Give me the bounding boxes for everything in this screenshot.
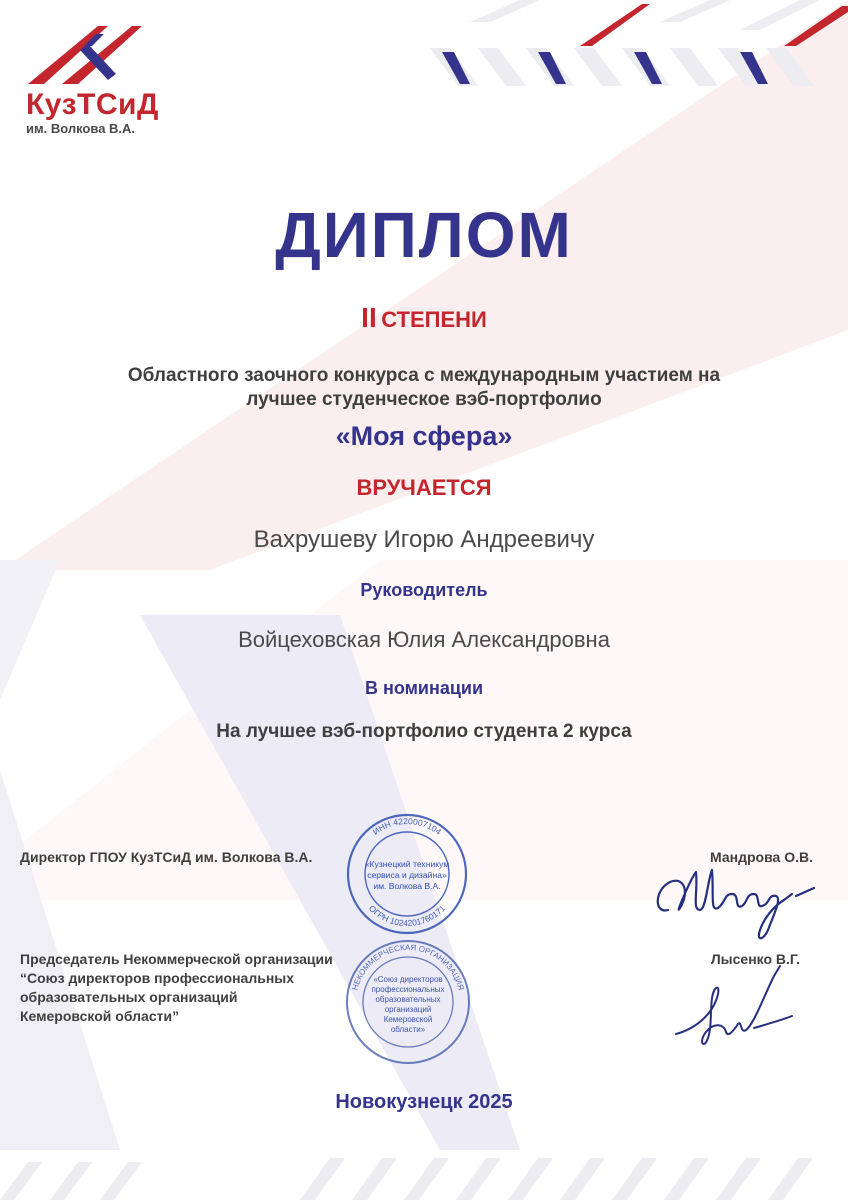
leader-name: Войцеховская Юлия Александровна <box>238 627 610 652</box>
leader-label: Руководитель <box>360 580 488 600</box>
chair-line-4: Кемеровской области” <box>20 1008 180 1024</box>
logo-mark <box>28 26 142 84</box>
degree-word: СТЕПЕНИ <box>381 307 487 332</box>
city-year: Новокузнецк 2025 <box>335 1091 513 1113</box>
contest-line-1: Областного заочного конкурса с международным участием на <box>127 365 721 386</box>
nomination-value: На лучшее вэб-портфолио студента 2 курса <box>216 721 632 742</box>
stamp1-ogrn: ОГРН 1024201760171 <box>366 903 448 929</box>
stamp2-inner-line-2: профессиональных <box>371 985 445 994</box>
logo-subtitle: им. Волкова В.А. <box>26 121 136 136</box>
chair-signature <box>668 958 798 1058</box>
stamp2-ring-text: НЕКОММЕРЧЕСКАЯ ОРГАНИЗАЦИЯ <box>350 942 466 992</box>
stamp2-inner-line-5: Кемеровской <box>383 1015 433 1024</box>
bottom-chevron-row <box>0 1158 813 1200</box>
contest-description <box>0 364 848 412</box>
institution-stamp <box>345 812 469 936</box>
svg-text:ИНН 4220007104 <box>371 816 444 837</box>
stamp1-inner-line-2: сервиса и дизайна» <box>367 870 447 880</box>
awarded-label: ВРУЧАЕТСЯ <box>356 475 492 500</box>
contest-line-2: лучшее студенческое вэб-портфолио <box>246 389 602 410</box>
contest-name: «Моя сфера» <box>335 421 513 451</box>
chair-line-3: образовательных организаций <box>20 989 238 1005</box>
director-name: Мандрова О.В. <box>710 849 813 865</box>
degree-line <box>0 302 848 334</box>
union-stamp <box>344 938 472 1066</box>
stamp2-inner-line-3: образовательных <box>375 995 441 1004</box>
stamp2-inner-line-6: области» <box>390 1025 426 1034</box>
director-signature <box>650 858 825 948</box>
stamp2-inner-line-4: организаций <box>384 1005 432 1014</box>
chair-line-2: “Союз директоров профессиональных <box>20 970 295 986</box>
stamp1-inn: ИНН 4220007104 <box>370 815 444 837</box>
logo-name: КузТСиД <box>26 88 159 121</box>
chair-name: Лысенко В.Г. <box>710 951 800 967</box>
director-title: Директор ГПОУ КузТСиД им. Волкова В.А. <box>20 849 313 865</box>
nomination-label: В номинации <box>364 678 484 698</box>
chair-line-1: Председатель Некоммерческой организации <box>20 951 333 967</box>
recipient-name: Вахрушеву Игорю Андреевичу <box>253 526 595 553</box>
stamp1-inner-line-3: им. Волкова В.А. <box>373 881 441 891</box>
degree-numeral: II <box>361 302 377 333</box>
diploma-title: ДИПЛОМ <box>275 199 573 271</box>
stamp2-inner-line-1: «Союз директоров <box>373 975 443 984</box>
chair-title <box>20 950 380 1026</box>
stamp1-inner-line-1: «Кузнецкий техникум <box>364 859 450 869</box>
